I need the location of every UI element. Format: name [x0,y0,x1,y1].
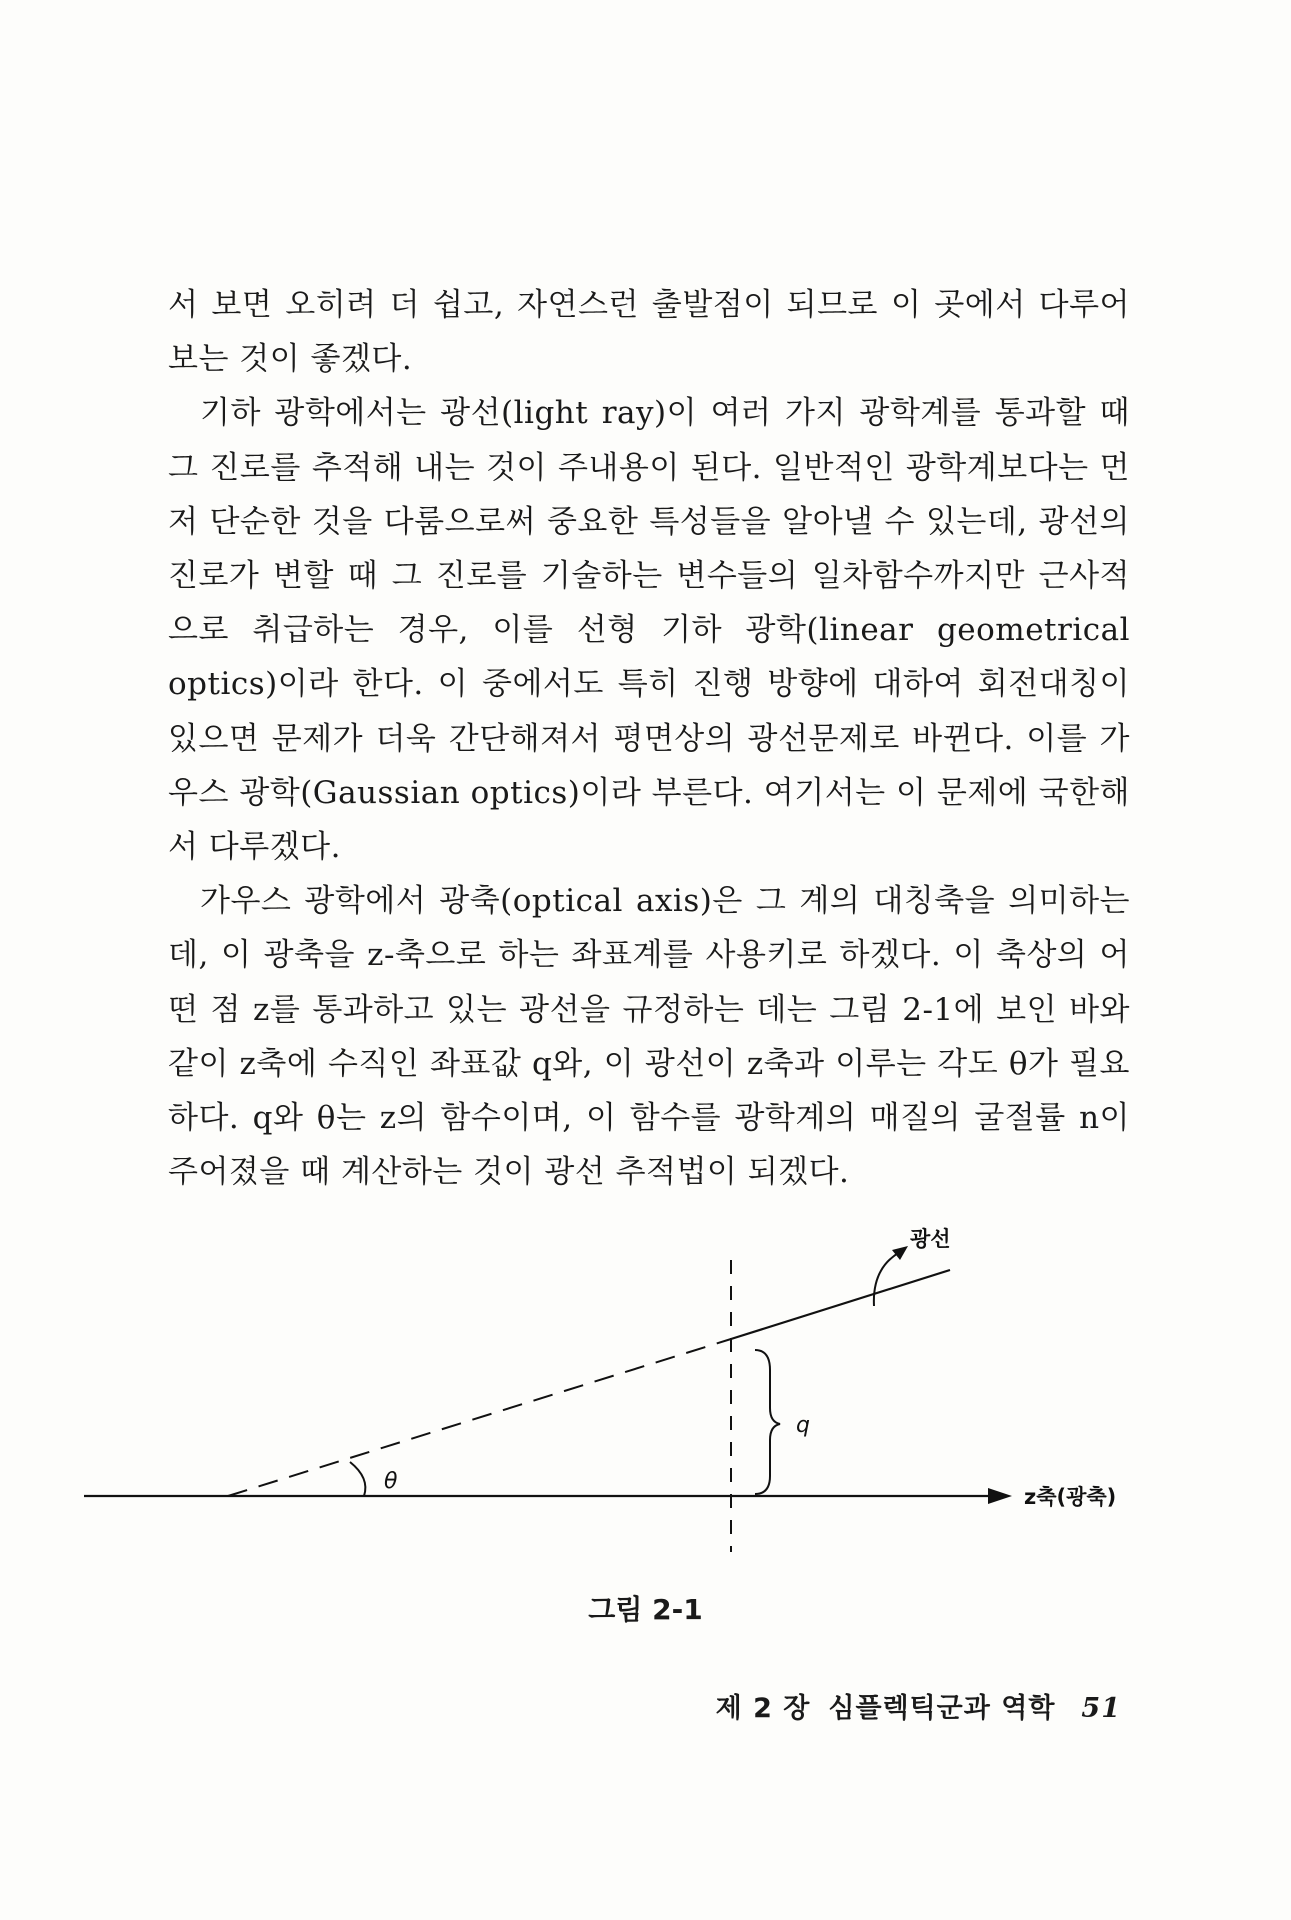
page-number: 51 [1081,1693,1121,1724]
ray-label-pointer-arrowhead [892,1246,908,1260]
paragraph-1: 서 보면 오히려 더 쉽고, 자연스런 출발점이 되므로 이 곳에서 다루어 보는 것이 좋겠다. [168,287,1130,378]
body-text [168,278,1130,1199]
q-brace [755,1350,780,1494]
theta-arc [350,1462,365,1496]
axis-label: z축(광축) [1024,1485,1117,1509]
z-axis-arrowhead [988,1488,1012,1504]
footer-chapter: 제 2 장 [715,1693,811,1724]
figure-2-1 [0,1200,1291,1560]
theta-label: θ [384,1469,398,1494]
q-label: q [796,1413,810,1438]
ray-extension-dashed [228,1339,731,1496]
ray-label-pointer [874,1252,900,1306]
paragraph-2: 기하 광학에서는 광선(light ray)이 여러 가지 광학계를 통과할 때 그 진로를 추적해 내는 것이 주내용이 된다. 일반적인 광학계보다는 먼저 단순한 것을 다룸으로써 중요한 특성들을 알아낼 수 있는데, 광선의 진로가 변할 때 그 진로를 기술하는 변수들의 일차함수까지만 근사적으로 취급하는 경우, 이를 선형 기하 광학(linear geometrical optics)이라 한다. 이 중에서도 특히 진행 방향에 대하여 회전대칭이 있으면 문제가 더욱 간단해져서 평면상의 광선문제로 바뀐다. 이를 가우스 광학(Gaussian optics)이라 부른다. 여기서는 이 문제에 국한해서 다루겠다. [168,395,1130,866]
light-ray [731,1270,950,1339]
figure-caption: 그림 2-1 [588,1593,703,1626]
ray-label: 광선 [910,1227,951,1251]
page-footer [698,1686,1121,1725]
paragraph-3: 가우스 광학에서 광축(optical axis)은 그 계의 대칭축을 의미하는데, 이 광축을 z-축으로 하는 좌표계를 사용키로 하겠다. 이 축상의 어떤 점 z를 통과하고 있는 광선을 규정하는 데는 그림 2-1에 보인 바와 같이 z축에 수직인 좌표값 q와, 이 광선이 z축과 이루는 각도 θ가 필요하다. q와 θ는 z의 함수이며, 이 함수를 광학계의 매질의 굴절률 n이 주어졌을 때 계산하는 것이 광선 추적법이 되겠다. [168,883,1130,1191]
footer-title: 심플렉틱군과 역학 [828,1693,1056,1724]
